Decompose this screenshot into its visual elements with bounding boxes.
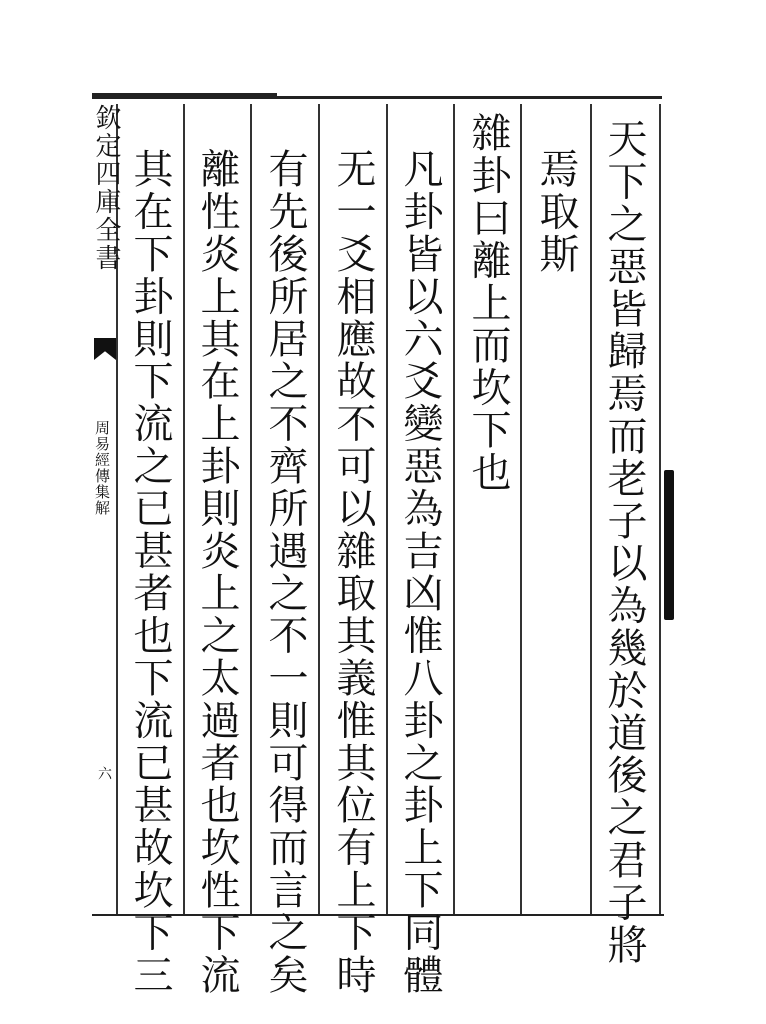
fishtail-mark-icon — [94, 338, 116, 360]
column-divider — [659, 104, 661, 914]
book-title: 欽定四庫全書 — [91, 104, 121, 272]
column-divider — [590, 104, 592, 914]
column-divider — [183, 104, 185, 914]
column-divider — [386, 104, 388, 914]
column-divider — [453, 104, 455, 914]
text-column-1: 天下之惡皆歸焉而老子以為幾於道後之君子將 — [601, 118, 647, 966]
page-number: 六 — [96, 766, 112, 780]
bottom-border — [92, 914, 664, 916]
text-column-6: 有先後所居之不齊所遇之不一則可得而言之矣 — [262, 148, 308, 996]
text-column-2: 焉取斯 — [533, 148, 579, 276]
text-column-4: 凡卦皆以六爻變惡為吉凶惟八卦之卦上下同體 — [397, 148, 443, 996]
column-divider — [520, 104, 522, 914]
top-border — [92, 96, 662, 99]
text-column-5: 无一爻相應故不可以雜取其義惟其位有上下時 — [330, 148, 376, 996]
text-column-3: 雜卦曰離上而坎下也 — [465, 112, 511, 494]
scan-edge-mark — [664, 470, 674, 620]
text-column-7: 離性炎上其在上卦則炎上之太過者也坎性下流 — [194, 148, 240, 996]
column-divider — [318, 104, 320, 914]
text-column-8: 其在下卦則下流之已甚者也下流已甚故坎下三 — [127, 148, 173, 996]
chapter-subtitle: 周易經傳集解 — [93, 420, 111, 516]
column-divider — [250, 104, 252, 914]
